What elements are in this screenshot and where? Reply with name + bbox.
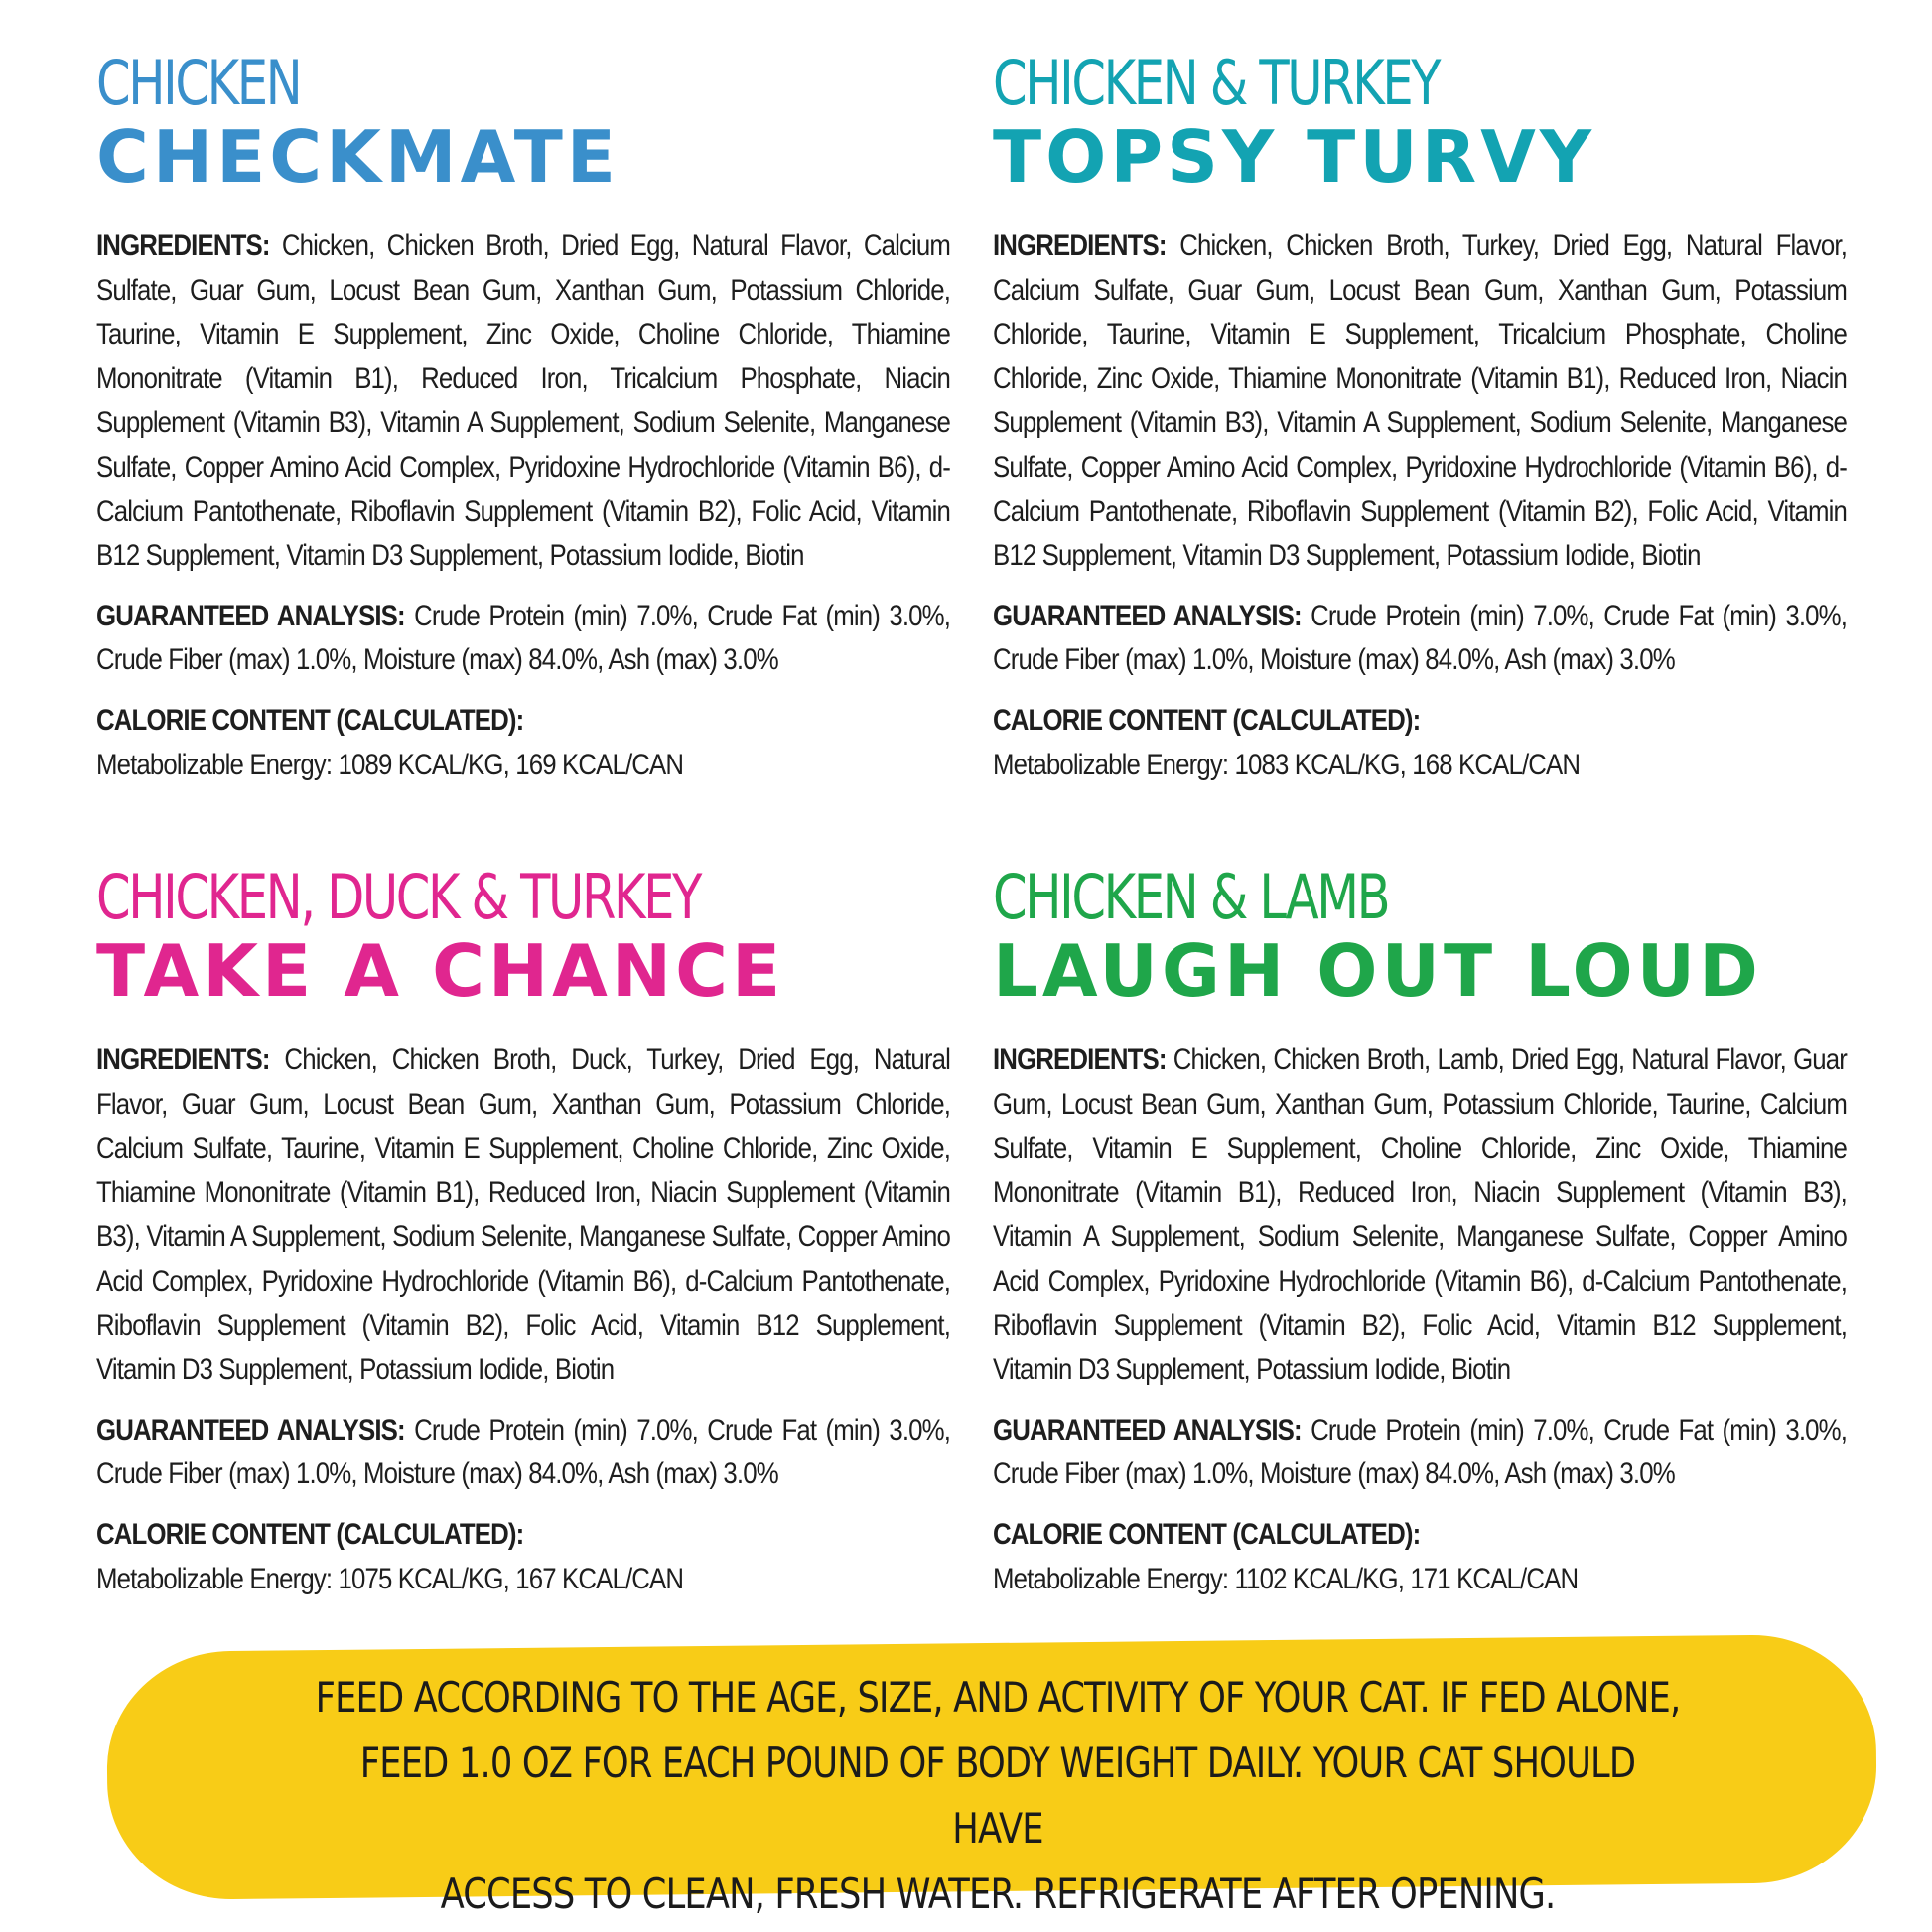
calorie-label: CALORIE CONTENT (CALCULATED):: [993, 703, 1421, 737]
calorie-text: Metabolizable Energy: 1089 KCAL/KG, 169 KCAL/CAN: [96, 748, 684, 781]
analysis-block: [993, 595, 1847, 683]
ingredients-text: Chicken, Chicken Broth, Duck, Turkey, Dried Egg, Natural Flavor, Guar Gum, Locust Bean Gum, Xanthan Gum, Potassium Chloride, Calcium Sulfate, Taurine, Vitamin E Supplement, Choline Chloride, Zinc Oxide, Thiamine Mononitrate (Vitamin B1), Reduced Iron, Niacin Supplement (Vitamin B3), Vitamin A Supplement, Sodium Selenite, Manganese Sulfate, Copper Amino Acid Complex, Pyridoxine Hydrochloride (Vitamin B6), d-Calcium Pantothenate, Riboflavin Supplement (Vitamin B2), Folic Acid, Vitamin B12 Supplement, Vitamin D3 Supplement, Potassium Iodide, Biotin: [96, 1043, 951, 1387]
ingredients-block: [993, 1038, 1847, 1393]
recipe-panel-checkmate: [96, 48, 950, 803]
recipe-subtitle: CHICKEN & TURKEY: [993, 47, 1440, 119]
calorie-block: [96, 699, 950, 787]
calorie-label: CALORIE CONTENT (CALCULATED):: [993, 1517, 1421, 1551]
calorie-label: CALORIE CONTENT (CALCULATED):: [96, 1517, 524, 1551]
analysis-label: GUARANTEED ANALYSIS:: [96, 599, 405, 632]
calorie-text: Metabolizable Energy: 1102 KCAL/KG, 171 KCAL/CAN: [993, 1562, 1579, 1595]
calorie-block: [96, 1513, 950, 1601]
calorie-block: [993, 699, 1847, 787]
recipe-panel-laugh-out-loud: [993, 862, 1847, 1617]
ingredients-label: INGREDIENTS:: [96, 229, 270, 262]
ingredients-block: [96, 1038, 950, 1393]
analysis-text: Crude Protein (min) 7.0%, Crude Fat (min) 3.0%, Crude Fiber (max) 1.0%, Moisture (max) 84.0%, Ash (max) 3.0%: [993, 599, 1848, 677]
calorie-block: [993, 1513, 1847, 1601]
analysis-label: GUARANTEED ANALYSIS:: [96, 1413, 405, 1447]
analysis-label: GUARANTEED ANALYSIS:: [993, 599, 1302, 632]
feeding-line: ACCESS TO CLEAN, FRESH WATER. REFRIGERATE AFTER OPENING.: [440, 1869, 1556, 1918]
ingredients-text: Chicken, Chicken Broth, Dried Egg, Natural Flavor, Calcium Sulfate, Guar Gum, Locust Bean Gum, Xanthan Gum, Potassium Chloride, Taurine, Vitamin E Supplement, Zinc Oxide, Choline Chloride, Thiamine Mononitrate (Vitamin B1), Reduced Iron, Tricalcium Phosphate, Niacin Supplement (Vitamin B3), Vitamin A Supplement, Sodium Selenite, Manganese Sulfate, Copper Amino Acid Complex, Pyridoxine Hydrochloride (Vitamin B6), d-Calcium Pantothenate, Riboflavin Supplement (Vitamin B2), Folic Acid, Vitamin B12 Supplement, Vitamin D3 Supplement, Potassium Iodide, Biotin: [96, 229, 950, 573]
calorie-label: CALORIE CONTENT (CALCULATED):: [96, 703, 524, 737]
analysis-text: Crude Protein (min) 7.0%, Crude Fat (min) 3.0%, Crude Fiber (max) 1.0%, Moisture (max) 84.0%, Ash (max) 3.0%: [96, 1413, 951, 1491]
analysis-block: [96, 595, 950, 683]
ingredients-text: Chicken, Chicken Broth, Turkey, Dried Egg, Natural Flavor, Calcium Sulfate, Guar Gum, Locust Bean Gum, Xanthan Gum, Potassium Chloride, Taurine, Vitamin E Supplement, Tricalcium Phosphate, Choline Chloride, Zinc Oxide, Thiamine Mononitrate (Vitamin B1), Reduced Iron, Niacin Supplement (Vitamin B3), Vitamin A Supplement, Sodium Selenite, Manganese Sulfate, Copper Amino Acid Complex, Pyridoxine Hydrochloride (Vitamin B6), d-Calcium Pantothenate, Riboflavin Supplement (Vitamin B2), Folic Acid, Vitamin B12 Supplement, Vitamin D3 Supplement, Potassium Iodide, Biotin: [993, 229, 1847, 573]
ingredients-label: INGREDIENTS:: [993, 1043, 1167, 1076]
recipe-title: CHECKMATE: [96, 115, 620, 199]
feeding-instructions: [310, 1665, 1686, 1927]
recipe-title: LAUGH OUT LOUD: [993, 929, 1762, 1013]
recipe-panel-take-a-chance: [96, 862, 950, 1617]
recipe-title: TOPSY TURVY: [993, 115, 1596, 199]
analysis-label: GUARANTEED ANALYSIS:: [993, 1413, 1302, 1447]
feeding-line: FEED ACCORDING TO THE AGE, SIZE, AND ACTIVITY OF YOUR CAT. IF FED ALONE,: [315, 1673, 1681, 1722]
recipe-panel-topsy-turvy: [993, 48, 1847, 803]
ingredients-block: [96, 224, 950, 579]
ingredients-block: [993, 224, 1847, 579]
recipe-subtitle: CHICKEN, DUCK & TURKEY: [96, 861, 700, 933]
ingredients-label: INGREDIENTS:: [993, 229, 1167, 262]
calorie-text: Metabolizable Energy: 1075 KCAL/KG, 167 KCAL/CAN: [96, 1562, 684, 1595]
calorie-text: Metabolizable Energy: 1083 KCAL/KG, 168 KCAL/CAN: [993, 748, 1581, 781]
recipe-subtitle: CHICKEN: [96, 47, 301, 119]
ingredients-text: Chicken, Chicken Broth, Lamb, Dried Egg, Natural Flavor, Guar Gum, Locust Bean Gum, Xanthan Gum, Potassium Chloride, Taurine, Calcium Sulfate, Vitamin E Supplement, Choline Chloride, Zinc Oxide, Thiamine Mononitrate (Vitamin B1), Reduced Iron, Niacin Supplement (Vitamin B3), Vitamin A Supplement, Sodium Selenite, Manganese Sulfate, Copper Amino Acid Complex, Pyridoxine Hydrochloride (Vitamin B6), d-Calcium Pantothenate, Riboflavin Supplement (Vitamin B2), Folic Acid, Vitamin B12 Supplement, Vitamin D3 Supplement, Potassium Iodide, Biotin: [993, 1043, 1847, 1387]
analysis-block: [96, 1409, 950, 1497]
analysis-text: Crude Protein (min) 7.0%, Crude Fat (min) 3.0%, Crude Fiber (max) 1.0%, Moisture (max) 84.0%, Ash (max) 3.0%: [96, 599, 951, 677]
analysis-block: [993, 1409, 1847, 1497]
recipe-title: TAKE A CHANCE: [96, 929, 785, 1013]
analysis-text: Crude Protein (min) 7.0%, Crude Fat (min) 3.0%, Crude Fiber (max) 1.0%, Moisture (max) 84.0%, Ash (max) 3.0%: [993, 1413, 1848, 1491]
recipe-subtitle: CHICKEN & LAMB: [993, 861, 1389, 933]
feeding-line: FEED 1.0 OZ FOR EACH POUND OF BODY WEIGHT DAILY. YOUR CAT SHOULD HAVE: [359, 1738, 1636, 1853]
ingredients-label: INGREDIENTS:: [96, 1043, 270, 1076]
